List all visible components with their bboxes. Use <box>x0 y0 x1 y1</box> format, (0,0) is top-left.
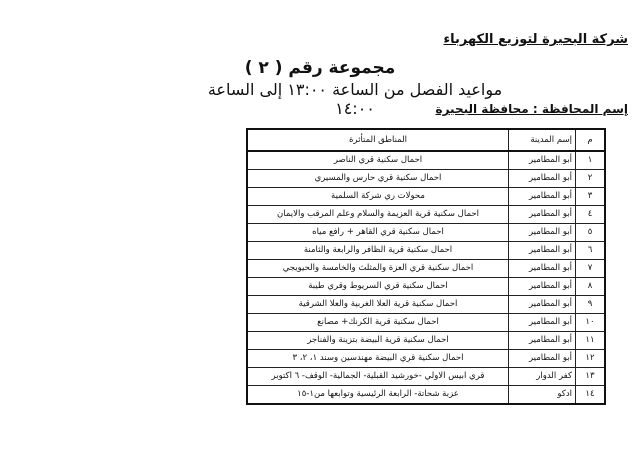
row-city: كفر الدوار <box>509 368 576 386</box>
row-number: ٥ <box>576 224 606 242</box>
column-header-city: إسم المدينة <box>509 129 576 151</box>
table-body <box>247 151 605 404</box>
row-city: أبو المطامير <box>509 332 576 350</box>
row-areas: عزبة شحاتة- الرابعة الرئيسية وتوابعها من١-١٥ <box>247 386 509 405</box>
row-number: ١٠ <box>576 314 606 332</box>
row-areas: احمال سكنية قرية البيضة بتزينة والفناجر <box>247 332 509 350</box>
row-areas: احمال سكنية قري الناصر <box>247 151 509 170</box>
table-row <box>247 350 605 368</box>
row-city: أبو المطامير <box>509 278 576 296</box>
province-label: إسم المحافظة : محافظة البحيرة <box>435 102 628 116</box>
table-row <box>247 170 605 188</box>
row-areas: محولات ري شركة السلمية <box>247 188 509 206</box>
row-city: أبو المطامير <box>509 296 576 314</box>
row-number: ١ <box>576 151 606 170</box>
table-row <box>247 296 605 314</box>
table-row <box>247 188 605 206</box>
company-name: شركة البحيرة لتوزيع الكهرباء <box>443 32 628 47</box>
row-areas: احمال سكنية قري القاهر + رافع مياه <box>247 224 509 242</box>
row-number: ١٣ <box>576 368 606 386</box>
row-number: ١٢ <box>576 350 606 368</box>
table-row <box>247 224 605 242</box>
row-city: ادكو <box>509 386 576 405</box>
row-number: ٢ <box>576 170 606 188</box>
column-header-num: م <box>576 129 606 151</box>
table-row <box>247 332 605 350</box>
row-number: ١٤ <box>576 386 606 405</box>
row-number: ٣ <box>576 188 606 206</box>
row-city: أبو المطامير <box>509 350 576 368</box>
row-number: ٦ <box>576 242 606 260</box>
row-city: أبو المطامير <box>509 151 576 170</box>
table-row <box>247 386 605 405</box>
column-header-areas: المناطق المتأثرة <box>247 129 509 151</box>
row-areas: احمال سكنية قري العزة والمثلث والخامسة والحيويجي <box>247 260 509 278</box>
table-row <box>247 314 605 332</box>
table-row <box>247 206 605 224</box>
table-row <box>247 368 605 386</box>
row-city: أبو المطامير <box>509 224 576 242</box>
row-number: ٨ <box>576 278 606 296</box>
row-number: ٤ <box>576 206 606 224</box>
group-title: مجموعة رقم ( ٢ ) <box>244 58 396 78</box>
row-city: أبو المطامير <box>509 314 576 332</box>
row-city: أبو المطامير <box>509 188 576 206</box>
row-areas: قري ابيس الاولي -خورشيد القبلية- الجمالية- الوقف- ٦ اكتوبر <box>247 368 509 386</box>
affected-areas-table <box>246 128 606 405</box>
table-row <box>247 278 605 296</box>
row-areas: احمال سكنية قرية العزيمة والسلام وعلم المرقب والايمان <box>247 206 509 224</box>
table-header-row <box>247 129 605 151</box>
row-areas: احمال سكنية قري السريوط وقري طيبة <box>247 278 509 296</box>
row-number: ٧ <box>576 260 606 278</box>
row-city: أبو المطامير <box>509 206 576 224</box>
row-areas: احمال سكنية قري البيضة مهندسين وسند ١، ٢، ٣ <box>247 350 509 368</box>
row-number: ٩ <box>576 296 606 314</box>
cutoff-time-line: مواعيد الفصل من الساعة ١٣:٠٠ إلى الساعة ١٤:٠٠ <box>207 80 503 118</box>
row-number: ١١ <box>576 332 606 350</box>
row-areas: احمال سكنية قري حارس والمسيري <box>247 170 509 188</box>
table-row <box>247 242 605 260</box>
row-city: أبو المطامير <box>509 170 576 188</box>
row-areas: احمال سكنية قرية الكرنك+ مصانع <box>247 314 509 332</box>
row-areas: احمال سكنية قرية العلا الغربية والعلا الشرقية <box>247 296 509 314</box>
row-city: أبو المطامير <box>509 242 576 260</box>
table-row <box>247 151 605 170</box>
row-areas: احمال سكنية قرية الظافر والرابعة والثامنة <box>247 242 509 260</box>
row-city: أبو المطامير <box>509 260 576 278</box>
table-row <box>247 260 605 278</box>
